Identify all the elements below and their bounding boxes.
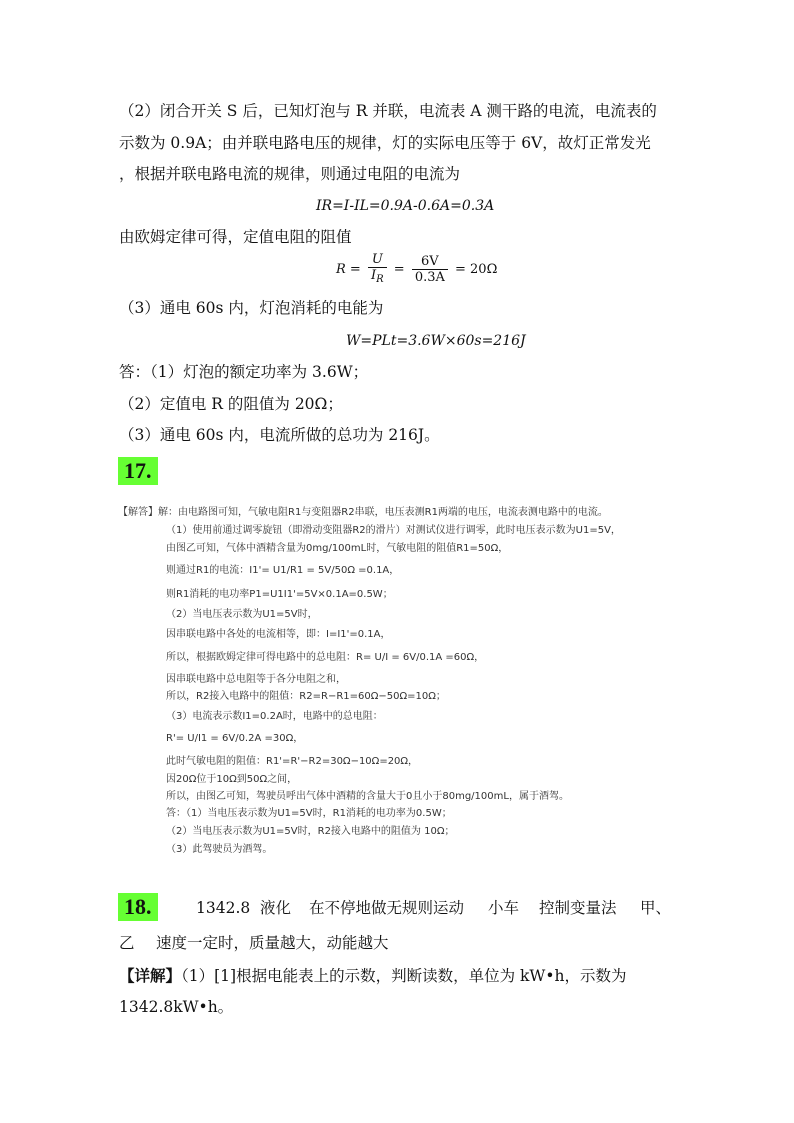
sol-line: 此时气敏电阻的阻值：R1'=R'−R2=30Ω−10Ω=20Ω， [166,756,419,767]
sol-line: 因20Ω位于10Ω到50Ω之间， [166,774,298,785]
sol-line: 因串联电路中各处的电流相等，即：I=I1'=0.1A， [166,629,391,640]
q18-line2-a: 乙 [119,934,135,952]
answer-line2: （2）定值电 R 的阻值为 20Ω； [119,395,343,413]
part2-line4: 由欧姆定律可得，定值电阻的阻值 [119,228,352,246]
q18-line2-b: 速度一定时，质量越大，动能越大 [156,934,389,952]
detail-text: （1）[1]根据电能表上的示数，判断读数，单位为 kW•h，示数为 [181,967,627,985]
sol-line: （3）电流表示数I1=0.2A时，电路中的总电阻： [166,711,383,722]
q18-answer-1: 1342.8 [196,899,251,917]
sol-line: （2）当电压表示数为U1=5V时， [166,609,318,620]
sol-line: R'= U/I1 = 6V/0.2A =30Ω， [166,733,304,744]
q18-answer-5: 控制变量法 [539,899,617,917]
q18-answer-2: 液化 [260,899,292,917]
sol-line: 【解答】解：由电路图可知，气敏电阻R1与变阻器R2串联，电压表测R1两端的电压，电流表测电路中的电流。 [118,507,608,518]
answer-line1: 答：（1）灯泡的额定功率为 3.6W； [119,363,369,381]
sol-line: 所以，由图乙可知，驾驶员呼出气体中酒精的含量大于0且小于80mg/100mL，属于酒驾。 [166,791,569,802]
sol-line: 因串联电路中总电阻等于各分电阻之和， [166,674,346,685]
q18-answer-6: 甲、 [640,899,672,917]
sol-line: （3）此驾驶员为酒驾。 [166,844,273,855]
part2-line1: （2）闭合开关 S 后，已知灯泡与 R 并联，电流表 A 测干路的电流，电流表的 [119,102,657,120]
question-17-number: 17. [118,457,158,485]
sol-line: （1）使用前通过调零旋钮（即滑动变阻器R2的滑片）对测试仪进行调零，此时电压表示数为U1=5V， [166,525,621,536]
part2-line3: ，根据并联电路电流的规律，则通过电阻的电流为 [119,165,461,183]
sol-line: （2）当电压表示数为U1=5V时，R2接入电路中的阻值为 10Ω； [166,826,455,837]
sol-line: 由图乙可知，气体中酒精含量为0mg/100mL时，气敏电阻的阻值R1=50Ω， [166,543,509,554]
part2-line2: 示数为 0.9A；由并联电路电压的规律，灯的实际电压等于 6V，故灯正常发光 [119,134,651,152]
sol-line: 则通过R1的电流：I1'= U1/R1 = 5V/50Ω =0.1A， [166,565,400,576]
q18-detail-line1 [119,965,626,987]
equation-resistance: R = $\frac{U}{I_R}$ = $\frac{6V}{0.3A}$ = 20Ω [336,252,498,285]
q18-detail-line2: 1342.8kW•h。 [119,998,234,1016]
sol-line: 所以，根据欧姆定律可得电路中的总电阻：R= U/I = 6V/0.1A =60Ω， [166,652,485,663]
q18-answer-4: 小车 [488,899,520,917]
answer-line3: （3）通电 60s 内，电流所做的总功为 216J。 [119,426,440,444]
part3-line1: （3）通电 60s 内，灯泡消耗的电能为 [119,299,384,317]
detail-label: 【详解】 [119,966,182,985]
sol-line: 则R1消耗的电功率P1=U1I1'=5V×0.1A=0.5W； [166,589,393,600]
sol-line: 答：（1）当电压表示数为U1=5V时，R1消耗的电功率为0.5W； [166,808,452,819]
equation-energy: W=PLt=3.6W×60s=216J [346,333,526,349]
sol-line: 所以，R2接入电路中的阻值：R2=R−R1=60Ω−50Ω=10Ω； [166,691,446,702]
question-18-number: 18. [118,893,158,921]
q18-answer-3: 在不停地做无规则运动 [309,899,465,917]
equation-current-resistor: IR=I-IL=0.9A-0.6A=0.3A [316,198,495,214]
